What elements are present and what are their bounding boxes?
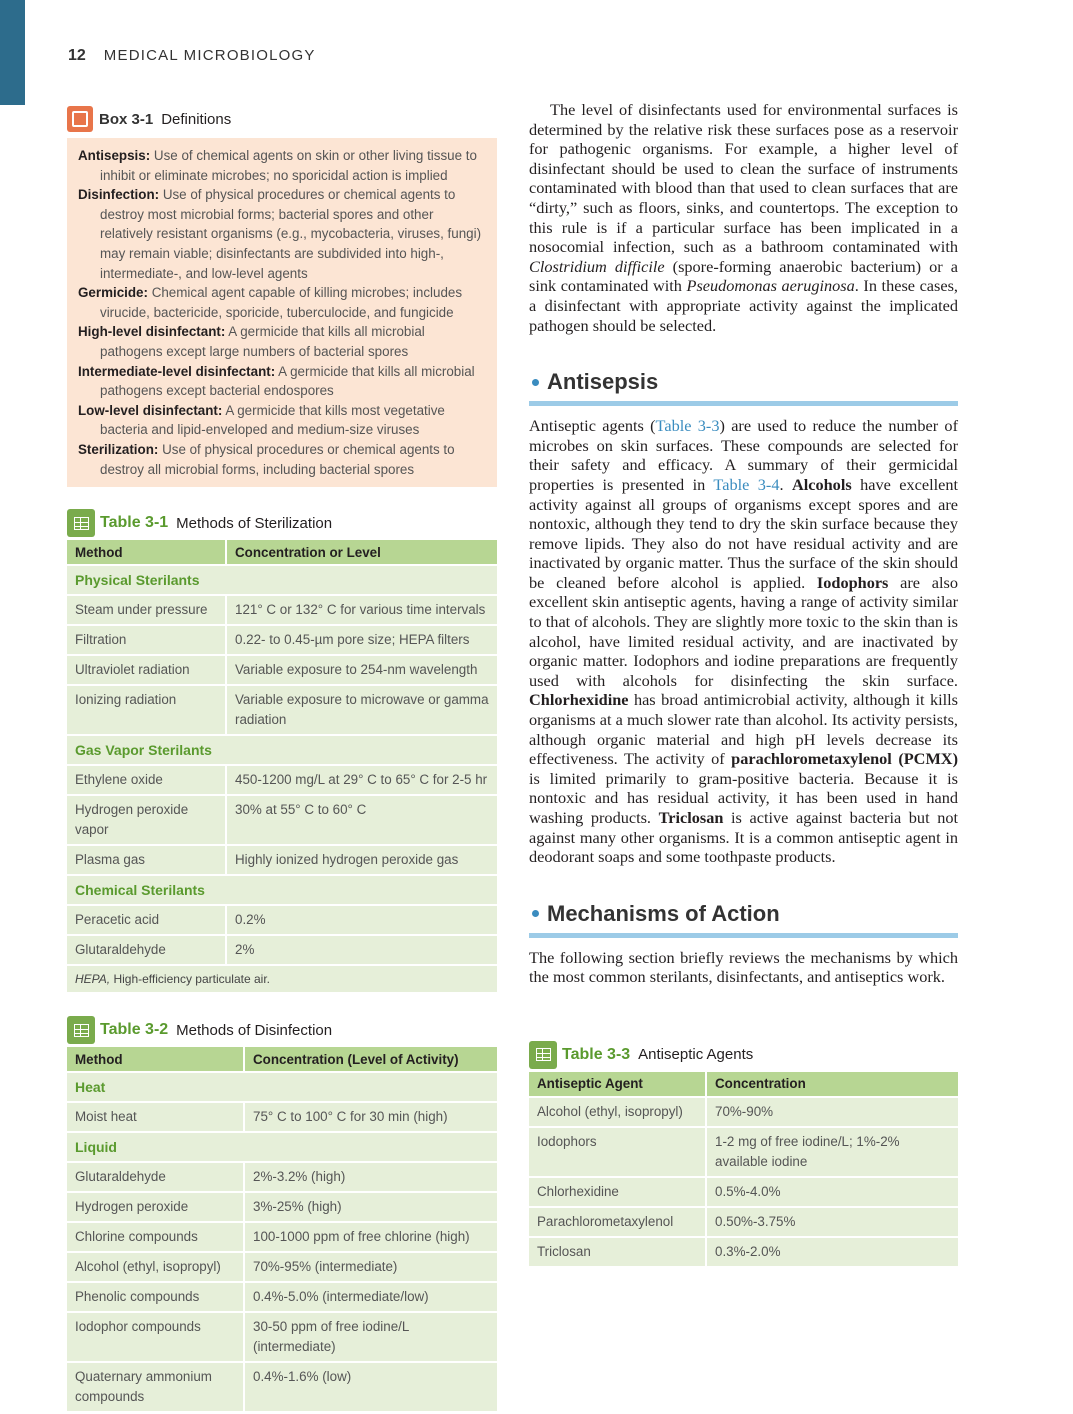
definition-text: A germicide that kills most vegetative bacteria and lipid-enveloped and medium-size viruses	[100, 402, 445, 438]
definition-term: Intermediate-level disinfectant:	[78, 363, 276, 379]
table-footnote	[67, 966, 497, 992]
table-cell: 0.2%	[227, 906, 497, 934]
definition-text: A germicide that kills all microbial pathogens except bacterial endospores	[100, 363, 475, 399]
sterilization-table	[67, 538, 497, 994]
table-cell: 0.3%-2.0%	[707, 1238, 958, 1266]
table-cell: Alcohol (ethyl, isopropyl)	[529, 1098, 707, 1126]
table-header	[67, 1016, 497, 1044]
table-row	[67, 1253, 497, 1281]
table-cell: Ethylene oxide	[67, 766, 227, 794]
table-cell: Alcohol (ethyl, isopropyl)	[67, 1253, 245, 1281]
table-row	[67, 796, 497, 844]
table-cell: 30% at 55° C to 60° C	[227, 796, 497, 844]
table-row	[67, 626, 497, 654]
table-cell: Hydrogen peroxide	[67, 1193, 245, 1221]
definition-term: High-level disinfectant:	[78, 324, 226, 340]
table-cell: Filtration	[67, 626, 227, 654]
box-icon	[67, 106, 93, 132]
table-cell: 0.50%-3.75%	[707, 1208, 958, 1236]
table-row	[67, 596, 497, 624]
section-label: Gas Vapor Sterilants	[67, 736, 497, 764]
bullet-icon	[532, 379, 539, 386]
table-header	[67, 509, 497, 537]
section-row	[67, 876, 497, 904]
definition-item	[78, 322, 487, 361]
table-cell: 1-2 mg of free iodine/L; 1%-2% available iodine	[707, 1128, 958, 1176]
table-row	[67, 656, 497, 684]
column-header: Method	[67, 540, 227, 564]
table-cell: 70%-95% (intermediate)	[245, 1253, 497, 1281]
footnote-row	[67, 966, 497, 992]
table-row	[67, 1283, 497, 1311]
table-cell: Ionizing radiation	[67, 686, 227, 734]
table-row	[67, 1163, 497, 1191]
box-label: Box 3-1	[99, 110, 154, 128]
table-reference-link[interactable]: Table 3-4	[713, 474, 780, 494]
table-cell: Variable exposure to microwave or gamma radiation	[227, 686, 497, 734]
column-header: Concentration (Level of Activity)	[245, 1047, 497, 1071]
section-row	[67, 1133, 497, 1161]
column-header: Concentration or Level	[227, 540, 497, 564]
left-column	[67, 104, 497, 1413]
table-cell: Parachlorometaxylenol	[529, 1208, 707, 1236]
table-cell: Phenolic compounds	[67, 1283, 245, 1311]
table-row	[67, 1193, 497, 1221]
definition-item	[78, 362, 487, 401]
footnote-abbreviation: HEPA,	[75, 972, 111, 987]
table-row	[67, 1223, 497, 1251]
definition-item	[78, 185, 487, 283]
definitions-box	[67, 104, 497, 487]
definition-term: Antisepsis:	[78, 148, 151, 163]
definition-text: Use of physical procedures or chemical agents to destroy all microbial forms, including bacterial spores	[100, 441, 455, 477]
table-row	[67, 1103, 497, 1131]
page-number: 12	[68, 47, 86, 64]
table-cell: 0.4%-5.0% (intermediate/low)	[245, 1283, 497, 1311]
heading-rule	[529, 933, 958, 938]
table-label: Table 3-1	[100, 514, 169, 532]
intro-paragraph: The level of disinfectants used for environmental surfaces is determined by the relative risk these surfaces pose as a reservoir for pathogenic organisms. For example, a higher level of disinfectant should be used to clean the surface of instruments contaminated with blood than that used to clean surfaces that are “dirty,” such as floors, sinks, and countertops. The exception to this rule is if a particular surface has been implicated in a nosocomial infection, such as a bathroom contaminated with Clostridium difficile (spore-forming anaerobic bacterium) or a sink contaminated with Pseudomonas aeruginosa. In these cases, a disinfectant with appropriate activity against the implicated pathogen should be selected.	[529, 100, 958, 335]
column-header: Antiseptic Agent	[529, 1072, 707, 1096]
table-cell: 100-1000 ppm of free chlorine (high)	[245, 1223, 497, 1251]
table-cell: Moist heat	[67, 1103, 245, 1131]
table-cell: 0.22- to 0.45-µm pore size; HEPA filters	[227, 626, 497, 654]
table-cell: Highly ionized hydrogen peroxide gas	[227, 846, 497, 874]
table-3-3	[529, 1041, 958, 1268]
box-header	[67, 104, 497, 134]
definition-text: Use of chemical agents on skin or other living tissue to inhibit or eliminate microbes; no sporicidal action is implied	[100, 148, 477, 183]
definition-text: Use of physical procedures or chemical agents to destroy most microbial forms; bacterial spores and other relatively resistant organisms (e.g., mycobacteria, viruses, fungi) may remain viable; disinfectants are subdivided into high-, intermediate-, and low-level agents	[100, 187, 482, 281]
table-cell: 2%	[227, 936, 497, 964]
table-reference-link[interactable]: Table 3-3	[655, 416, 720, 436]
table-label: Table 3-3	[562, 1045, 631, 1063]
definition-item	[78, 440, 487, 479]
running-head	[68, 47, 316, 65]
book-title: MEDICAL MICROBIOLOGY	[103, 47, 316, 64]
table-cell: Hydrogen peroxide vapor	[67, 796, 227, 844]
definition-term: Low-level disinfectant:	[78, 402, 223, 418]
table-cell: Quaternary ammonium compounds	[67, 1363, 245, 1411]
table-cell: 0.5%-4.0%	[707, 1178, 958, 1206]
heading-rule	[529, 401, 958, 406]
bullet-icon	[532, 910, 539, 917]
table-row	[67, 906, 497, 934]
section-label: Physical Sterilants	[67, 566, 497, 594]
table-cell: Glutaraldehyde	[67, 936, 227, 964]
page-edge-tab	[0, 0, 25, 105]
right-column	[529, 100, 958, 1268]
table-row	[529, 1238, 958, 1266]
table-cell: 70%-90%	[707, 1098, 958, 1126]
table-cell: Peracetic acid	[67, 906, 227, 934]
table-row	[529, 1208, 958, 1236]
table-cell: Variable exposure to 254-nm wavelength	[227, 656, 497, 684]
table-cell: 2%-3.2% (high)	[245, 1163, 497, 1191]
table-3-2	[67, 1016, 497, 1413]
section-row	[67, 566, 497, 594]
table-icon	[67, 509, 95, 537]
box-body	[67, 138, 497, 487]
table-cell: 121° C or 132° C for various time intervals	[227, 596, 497, 624]
section-heading: Antisepsis	[529, 369, 958, 395]
antisepsis-section	[529, 369, 958, 867]
section-row	[67, 1073, 497, 1101]
table-title: Antiseptic Agents	[638, 1046, 754, 1064]
table-row	[67, 936, 497, 964]
definition-term: Sterilization:	[78, 441, 159, 457]
section-label: Heat	[67, 1073, 497, 1101]
table-icon	[67, 1016, 95, 1044]
definition-item	[78, 146, 487, 185]
section-label: Chemical Sterilants	[67, 876, 497, 904]
column-header: Method	[67, 1047, 245, 1071]
table-cell: Chlorhexidine	[529, 1178, 707, 1206]
table-cell: Ultraviolet radiation	[67, 656, 227, 684]
table-row	[67, 766, 497, 794]
table-row	[529, 1098, 958, 1126]
definition-text: Chemical agent capable of killing microbes; includes virucide, bactericide, sporicide, tuberculocide, and fungicide	[100, 285, 463, 320]
table-cell: 450-1200 mg/L at 29° C to 65° C for 2-5 hr	[227, 766, 497, 794]
antisepsis-paragraph: Antiseptic agents (Table 3-3) are used to reduce the number of microbes on skin surfaces. These compounds are selected for their safety and efficacy. A summary of their germicidal properties is presented in Table 3-4. Alcohols have excellent activity against all groups of organisms except spores and are nontoxic, although they tend to dry the skin surface because they remove lipids. They also do not have residual activity and are inactivated by organic matter. Thus the surface of the skin should be cleaned before alcohol is applied. Iodophors are also excellent skin antiseptic agents, having a range of activity similar to that of alcohols. They are slightly more toxic to the skin than is alcohol, have limited residual activity, and are inactivated by organic matter. Iodophors and iodine preparations are frequently used with alcohols for disinfecting the skin surface. Chlorhexidine has broad antimicrobial activity, although it kills organisms at a much slower rate than alcohol. Its activity persists, although organic material and high pH levels decrease its effectiveness. The activity of parachlorometaxylenol (PCMX) is limited primarily to gram-positive bacteria. Because it is nontoxic and has residual activity, it has been used in hand washing products. Triclosan is active against bacteria but not against many other organisms. It is a common antiseptic agent in deodorant soaps and some toothpaste products.	[529, 416, 959, 867]
table-title: Methods of Disinfection	[176, 1021, 333, 1039]
table-cell: Iodophors	[529, 1128, 707, 1176]
box-title: Definitions	[161, 110, 232, 128]
definition-term: Disinfection:	[78, 187, 160, 203]
table-row	[67, 1363, 497, 1411]
table-cell: 30-50 ppm of free iodine/L (intermediate)	[245, 1313, 497, 1361]
table-row	[67, 1313, 497, 1361]
section-row	[67, 736, 497, 764]
table-cell: 3%-25% (high)	[245, 1193, 497, 1221]
table-row	[529, 1178, 958, 1206]
table-3-1	[67, 509, 497, 994]
footnote-text: High-efficiency particulate air.	[110, 972, 270, 987]
table-cell: Steam under pressure	[67, 596, 227, 624]
section-label: Liquid	[67, 1133, 497, 1161]
definition-term: Germicide:	[78, 285, 148, 301]
table-row	[67, 846, 497, 874]
antiseptic-table	[529, 1070, 958, 1268]
table-cell: Triclosan	[529, 1238, 707, 1266]
mechanisms-paragraph: The following section briefly reviews the mechanisms by which the most common sterilants, disinfectants, and antiseptics work.	[529, 947, 958, 987]
definition-item	[78, 401, 487, 440]
table-icon	[529, 1041, 557, 1069]
definition-item	[78, 283, 487, 322]
table-label: Table 3-2	[100, 1021, 169, 1039]
table-row	[529, 1128, 958, 1176]
table-cell: 75° C to 100° C for 30 min (high)	[245, 1103, 497, 1131]
definition-text: A germicide that kills all microbial pathogens except large numbers of bacterial spores	[100, 324, 425, 359]
disinfection-table	[67, 1045, 497, 1413]
table-cell: Chlorine compounds	[67, 1223, 245, 1251]
table-row	[67, 686, 497, 734]
mechanisms-section	[529, 901, 958, 987]
table-title: Methods of Sterilization	[176, 514, 333, 532]
table-cell: Iodophor compounds	[67, 1313, 245, 1361]
table-cell: 0.4%-1.6% (low)	[245, 1363, 497, 1411]
table-cell: Plasma gas	[67, 846, 227, 874]
table-cell: Glutaraldehyde	[67, 1163, 245, 1191]
table-header	[529, 1041, 958, 1069]
column-header: Concentration	[707, 1072, 958, 1096]
section-heading: Mechanisms of Action	[529, 901, 958, 927]
